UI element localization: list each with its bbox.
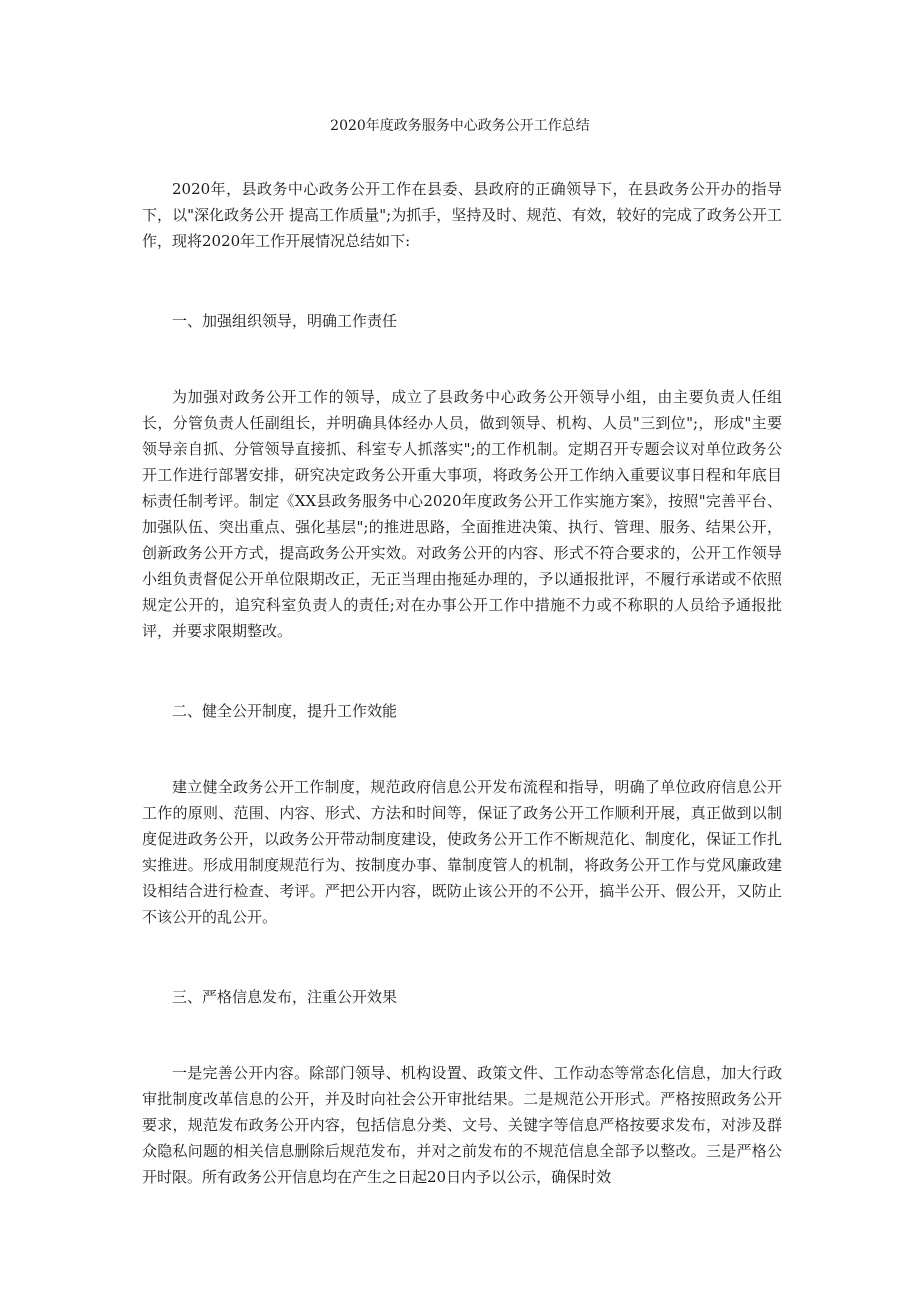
section-2-body: 建立健全政务公开工作制度，规范政府信息公开发布流程和指导，明确了单位政府信息公开工作的原则、范围、内容、形式、方法和时间等，保证了政务公开工作顺利开展，真正做到以制度促进政务公开，以政务公开带动制度建设，使政务公开工作不断规范化、制度化，保证工作扎实推进。形成用制度规范行为、按制度办事、靠制度管人的机制，将政务公开工作与党风廉政建设相结合进行检查、考评。严把公开内容，既防止该公开的不公开，搞半公开、假公开，又防止不该公开的乱公开。 (142, 778, 782, 926)
intro-paragraph: 2020年，县政务中心政务公开工作在县委、县政府的正确领导下，在县政务公开办的指导下，以"深化政务公开 提高工作质量";为抓手，坚持及时、规范、有效，较好的完成了政务公开工作，现将2020年工作开展情况总结如下: (142, 180, 782, 250)
section-3-heading: 三、严格信息发布，注重公开效果 (172, 988, 398, 1006)
section-2-heading: 二、健全公开制度，提升工作效能 (172, 702, 398, 720)
section-3-body: 一是完善公开内容。除部门领导、机构设置、政策文件、工作动态等常态化信息，加大行政审批制度改革信息的公开，并及时向社会公开审批结果。二是规范公开形式。严格按照政务公开要求，规范发布政务公开内容，包括信息分类、文号、关键字等信息严格按要求发布，对涉及群众隐私问题的相关信息删除后规范发布，并对之前发布的不规范信息全部予以整改。三是严格公开时限。所有政务公开信息均在产生之日起20日内予以公示，确保时效 (142, 1064, 782, 1186)
document-title: 2020年度政务服务中心政务公开工作总结 (330, 118, 590, 134)
section-1-body: 为加强对政务公开工作的领导，成立了县政务中心政务公开领导小组，由主要负责人任组长，分管负责人任副组长，并明确具体经办人员，做到领导、机构、人员"三到位";，形成"主要领导亲自抓、分管领导直接抓、科室专人抓落实";的工作机制。定期召开专题会议对单位政务公开工作进行部署安排，研究决定政务公开重大事项，将政务公开工作纳入重要议事日程和年底目标责任制考评。制定《XX县政务服务中心2020年度政务公开工作实施方案》，按照"完善平台、加强队伍、突出重点、强化基层";的推进思路，全面推进决策、执行、管理、服务、结果公开，创新政务公开方式，提高政务公开实效。对政务公开的内容、形式不符合要求的，公开工作领导小组负责督促公开单位限期改正，无正当理由拖延办理的，予以通报批评，不履行承诺或不依照规定公开的，追究科室负责人的责任;对在办事公开工作中措施不力或不称职的人员给予通报批评，并要求限期整改。 (142, 388, 782, 640)
section-1-heading: 一、加强组织领导，明确工作责任 (172, 312, 398, 330)
